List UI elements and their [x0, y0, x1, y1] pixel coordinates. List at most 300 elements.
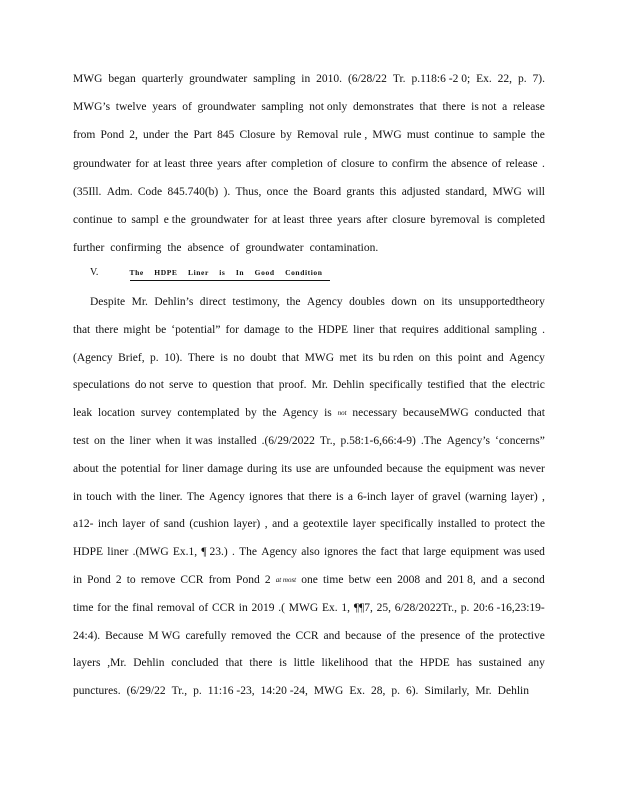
word: of	[229, 242, 240, 255]
word: do not	[134, 379, 164, 392]
word: Similarly,	[424, 685, 470, 698]
word: .	[542, 323, 545, 336]
word: sand	[163, 518, 185, 531]
word: after	[245, 157, 267, 170]
word: Pond	[100, 129, 125, 142]
word: has	[456, 657, 472, 670]
word: survey	[140, 407, 172, 420]
word: MWG	[313, 685, 344, 698]
word: under	[142, 129, 170, 142]
word: .	[541, 157, 545, 170]
text-line	[73, 629, 545, 643]
word: groundwater	[190, 214, 249, 226]
word: in	[238, 601, 248, 614]
text-line	[73, 378, 545, 392]
word: protective	[498, 629, 545, 642]
word: Agency	[509, 351, 545, 364]
word: p.58:1-6,66:4-9)	[340, 435, 416, 447]
word: from	[208, 574, 231, 586]
word: on	[423, 296, 435, 308]
word: was used	[503, 546, 545, 559]
word: 10).	[164, 351, 183, 364]
text-line	[73, 100, 545, 114]
word: the	[293, 185, 308, 198]
word: that	[73, 323, 91, 336]
word: Thus,	[235, 185, 262, 198]
word: one	[301, 574, 318, 586]
word: Ex.	[349, 685, 365, 698]
word: p.	[193, 685, 202, 698]
word: (6/29/22	[126, 685, 166, 698]
word: necessary	[352, 407, 398, 420]
word: of	[327, 157, 337, 170]
word: Code	[137, 185, 163, 198]
word: 2019	[251, 601, 275, 614]
section-title: The HDPE Liner is In Good Condition	[130, 266, 330, 281]
word: HPDE	[419, 657, 450, 670]
word: inch	[97, 518, 118, 531]
word: Pond	[87, 574, 111, 586]
word: removed	[231, 629, 272, 642]
word: that	[379, 323, 397, 336]
text-line	[73, 185, 545, 199]
word: and	[425, 574, 442, 586]
word: gravel	[432, 490, 461, 503]
word: carefully	[185, 629, 227, 642]
text-line	[73, 490, 545, 504]
word: 24:4).	[73, 629, 101, 642]
word: to	[198, 379, 208, 392]
word: that	[401, 546, 420, 559]
word: 845.740(b)	[167, 185, 219, 198]
word: Mr.	[475, 685, 492, 698]
word: presence	[420, 629, 461, 642]
word: Agency’s	[446, 435, 491, 447]
word: (35Ill.	[73, 185, 102, 198]
word: groundwater	[73, 157, 132, 170]
word: requires	[401, 323, 439, 336]
word: 2	[115, 574, 122, 586]
word: unfounded	[333, 462, 383, 475]
word: test	[73, 435, 89, 447]
word: to	[126, 574, 136, 586]
word: adjusted	[401, 185, 441, 198]
word: is not	[471, 101, 497, 114]
word: on	[93, 435, 106, 447]
word: ¶¶7,	[353, 601, 373, 614]
word: time	[322, 574, 344, 586]
word: the	[262, 407, 277, 420]
word: Adm.	[106, 185, 133, 198]
word: by	[280, 129, 292, 142]
word: three	[189, 157, 213, 170]
word: grants	[346, 185, 375, 198]
word: p.	[150, 351, 159, 364]
word: liner	[107, 546, 129, 559]
section-number: V.	[90, 267, 99, 278]
word: the	[479, 629, 494, 642]
word: CCR	[211, 601, 235, 614]
word: the	[102, 462, 117, 475]
word: in	[73, 490, 82, 503]
word: potential	[120, 462, 161, 475]
text-line	[73, 72, 545, 86]
word: time	[73, 601, 94, 614]
word: ‘concerns”	[495, 435, 545, 447]
word: Despite	[90, 296, 126, 308]
word: installed	[217, 435, 257, 447]
word: The	[239, 546, 257, 559]
word: sampl	[131, 214, 159, 226]
word: serve	[169, 379, 194, 392]
word: confirming	[110, 242, 162, 255]
word: layer	[390, 490, 414, 503]
word: to	[378, 157, 388, 170]
word: (Agency	[73, 351, 113, 364]
word: 6-inch	[357, 490, 387, 503]
word: absence	[451, 157, 488, 170]
word: about	[73, 462, 99, 475]
word: Brief,	[118, 351, 145, 364]
word: the	[401, 629, 416, 642]
word: of	[182, 101, 192, 114]
word: also	[301, 546, 320, 559]
word: .(	[278, 601, 286, 614]
word: 2	[264, 574, 271, 586]
word: standard,	[445, 185, 488, 198]
word: Tr.,	[319, 435, 336, 447]
word: that	[287, 490, 305, 503]
word: and	[480, 574, 498, 586]
word: met	[339, 351, 357, 364]
word: sample	[493, 129, 526, 142]
word: are	[315, 462, 330, 475]
word: years	[217, 157, 242, 170]
word: Ex.1,	[172, 546, 198, 559]
word: the	[110, 435, 125, 447]
word: There	[187, 351, 215, 364]
word: confirm	[391, 157, 429, 170]
word: Agency	[208, 490, 245, 503]
word: groundwater	[245, 242, 304, 255]
word: becauseMWG	[402, 407, 469, 420]
word: its	[362, 351, 374, 364]
word: for	[97, 601, 111, 614]
word: leak	[73, 407, 93, 420]
word: Part	[193, 129, 212, 142]
word: testimony,	[232, 296, 280, 308]
word: might	[123, 323, 151, 336]
word: when	[155, 435, 181, 447]
word: protect	[494, 518, 527, 531]
word: question	[212, 379, 252, 392]
word: een	[376, 574, 393, 586]
word: no	[233, 351, 245, 364]
word: ‘potential”	[171, 323, 221, 336]
word: electric	[510, 379, 545, 392]
word: the	[426, 462, 441, 475]
word: proof.	[278, 379, 307, 392]
word: of	[418, 490, 428, 503]
word: liner.	[159, 490, 183, 503]
word: use	[295, 462, 312, 475]
word: The	[186, 490, 205, 503]
section-heading	[90, 266, 330, 281]
word: completed	[497, 214, 545, 226]
word: 7).	[532, 73, 545, 85]
word: absence	[187, 242, 224, 255]
word: the	[167, 242, 182, 255]
text-line	[73, 213, 545, 227]
word: Dehlin	[332, 379, 365, 392]
word: to	[479, 129, 488, 142]
word: for	[225, 323, 239, 336]
word: 1,	[341, 601, 351, 614]
word: likelihood	[321, 657, 369, 670]
word: CCR	[295, 629, 319, 642]
word: concluded	[171, 657, 219, 670]
word: of	[491, 157, 502, 170]
word: little	[293, 657, 315, 670]
word: there	[249, 657, 273, 670]
word: the	[432, 157, 447, 170]
word: once	[266, 185, 289, 198]
word: by	[245, 407, 257, 420]
word: sustained	[478, 657, 522, 670]
word: because	[345, 629, 382, 642]
word: a12-	[73, 518, 94, 531]
word: is	[324, 407, 332, 420]
word: the	[530, 129, 545, 142]
word: of	[386, 629, 397, 642]
word: layer)	[233, 518, 261, 531]
word: years	[337, 214, 362, 226]
word: (6/28/22	[347, 73, 387, 85]
text-line	[73, 656, 545, 670]
text-line	[90, 295, 545, 309]
word: the	[174, 129, 189, 142]
word: equipment	[444, 462, 494, 475]
word: release	[505, 157, 538, 170]
word: Dehlin	[133, 657, 165, 670]
word: closure	[392, 214, 426, 226]
word: the	[491, 379, 506, 392]
word: specifically	[369, 379, 423, 392]
word: 25,	[376, 601, 392, 614]
word: conducted	[474, 407, 522, 420]
word: for	[253, 214, 268, 226]
word: M WG	[148, 629, 181, 642]
word: ignores	[323, 546, 358, 559]
word: be	[155, 323, 167, 336]
word: remove	[140, 574, 176, 586]
word: MWG	[492, 185, 522, 198]
word: HDPE	[73, 546, 104, 559]
word: and	[487, 351, 504, 364]
word: that	[469, 379, 487, 392]
word: at least	[272, 214, 305, 226]
word: in	[301, 73, 311, 85]
word: p.118:6 -2 0;	[411, 73, 471, 85]
word: the	[114, 601, 129, 614]
text-line	[73, 323, 545, 337]
word: (cushion	[189, 518, 229, 531]
word: Pond	[236, 574, 260, 586]
word: that	[225, 657, 243, 670]
word: three	[309, 214, 333, 226]
word: release	[512, 101, 545, 114]
word: layer	[122, 518, 146, 531]
word: after	[366, 214, 388, 226]
word: Dehlin’s	[154, 296, 194, 308]
word: the	[286, 296, 301, 308]
word: quarterly	[141, 73, 184, 85]
word: began	[108, 73, 136, 85]
text-line	[73, 545, 545, 559]
word: the	[298, 323, 313, 336]
word: 22,	[497, 73, 513, 85]
word: contemplated	[177, 407, 240, 420]
word: ,	[264, 518, 268, 531]
word: a	[347, 490, 353, 503]
text-line	[73, 157, 545, 171]
word: speculations	[73, 379, 130, 392]
word: Board	[313, 185, 342, 198]
word: is	[279, 657, 287, 670]
word: ignores	[248, 490, 283, 503]
word: of	[465, 629, 475, 642]
word: at least	[153, 157, 186, 170]
text-line	[73, 601, 545, 615]
word: 11:16 -23,	[207, 685, 255, 698]
word: sampling	[261, 101, 304, 114]
word: MWG’s	[73, 101, 111, 114]
word: there	[95, 323, 119, 336]
word: never	[519, 462, 545, 475]
word: that	[374, 657, 393, 670]
word: the	[398, 657, 413, 670]
text-line	[73, 128, 545, 142]
word: of	[149, 518, 160, 531]
word: p.	[391, 685, 400, 698]
word: p.	[460, 601, 470, 614]
word: the	[276, 629, 291, 642]
word: the	[140, 490, 155, 503]
word: MWG	[304, 351, 335, 364]
word: this	[379, 185, 397, 198]
word: is	[484, 214, 493, 226]
word: byremoval	[430, 214, 480, 226]
text-line	[73, 684, 545, 698]
word: betw	[348, 574, 371, 586]
word: in	[73, 574, 82, 586]
word: 201 8,	[447, 574, 476, 586]
word: down	[391, 296, 417, 308]
word: at most	[275, 576, 297, 584]
word: to	[284, 323, 294, 336]
text-line	[73, 462, 545, 476]
word: this	[435, 351, 453, 364]
word: damage	[207, 462, 244, 475]
word: 6).	[405, 685, 419, 698]
word: .	[231, 546, 235, 559]
word: not	[337, 409, 347, 418]
word: Tr.,	[171, 685, 188, 698]
word: liner	[182, 462, 204, 475]
word: second	[512, 574, 545, 586]
word: must	[406, 129, 430, 142]
word: sampling	[253, 73, 296, 85]
word: 20:6 -16,23:19-	[473, 601, 545, 614]
word: continue	[73, 214, 113, 226]
word: on	[418, 351, 431, 364]
word: 14:20 -24,	[260, 685, 308, 698]
word: a	[502, 101, 508, 114]
word: ¶ 23.)	[201, 546, 228, 559]
word: liner	[353, 323, 375, 336]
word: bu rden	[378, 351, 414, 364]
word: large	[423, 546, 447, 559]
word: ,	[542, 490, 545, 503]
text-line	[73, 573, 545, 587]
word: rule ,	[343, 129, 368, 142]
word: demonstrates	[353, 101, 414, 114]
word: layer)	[510, 490, 538, 503]
word: Agency	[282, 407, 319, 420]
word: there	[442, 101, 466, 114]
word: twelve	[115, 101, 147, 114]
word: additional	[443, 323, 490, 336]
word: location	[98, 407, 136, 420]
word: fact	[380, 546, 398, 559]
word: that	[419, 101, 437, 114]
word: layers	[73, 657, 101, 670]
word: p.	[517, 73, 527, 85]
word: 28,	[370, 685, 386, 698]
word: MWG	[372, 129, 402, 142]
word: closure	[341, 157, 375, 170]
word: specifically	[380, 518, 434, 531]
text-line	[73, 517, 545, 531]
text-line	[73, 241, 545, 255]
word: during	[247, 462, 278, 475]
word: 2010.	[316, 73, 343, 85]
word: because	[386, 462, 423, 475]
word: Dehlin	[497, 685, 529, 698]
word: for	[135, 157, 149, 170]
word: Ex.	[476, 73, 492, 85]
word: the	[362, 546, 377, 559]
word: ).	[223, 185, 231, 198]
word: MWG	[73, 73, 103, 85]
word: direct	[199, 296, 226, 308]
word: further	[73, 242, 105, 255]
word: testified	[427, 379, 465, 392]
word: and	[272, 518, 289, 531]
word: its	[441, 296, 453, 308]
word: Closure	[239, 129, 276, 142]
word: Removal	[296, 129, 339, 142]
word: 845	[217, 129, 235, 142]
word: groundwater	[189, 73, 248, 85]
word: .(MWG	[132, 546, 169, 559]
word: point	[457, 351, 482, 364]
word: e the	[163, 214, 186, 226]
word: is	[220, 351, 228, 364]
text-line	[73, 434, 545, 448]
word: not only	[309, 101, 348, 114]
word: and	[323, 629, 341, 642]
